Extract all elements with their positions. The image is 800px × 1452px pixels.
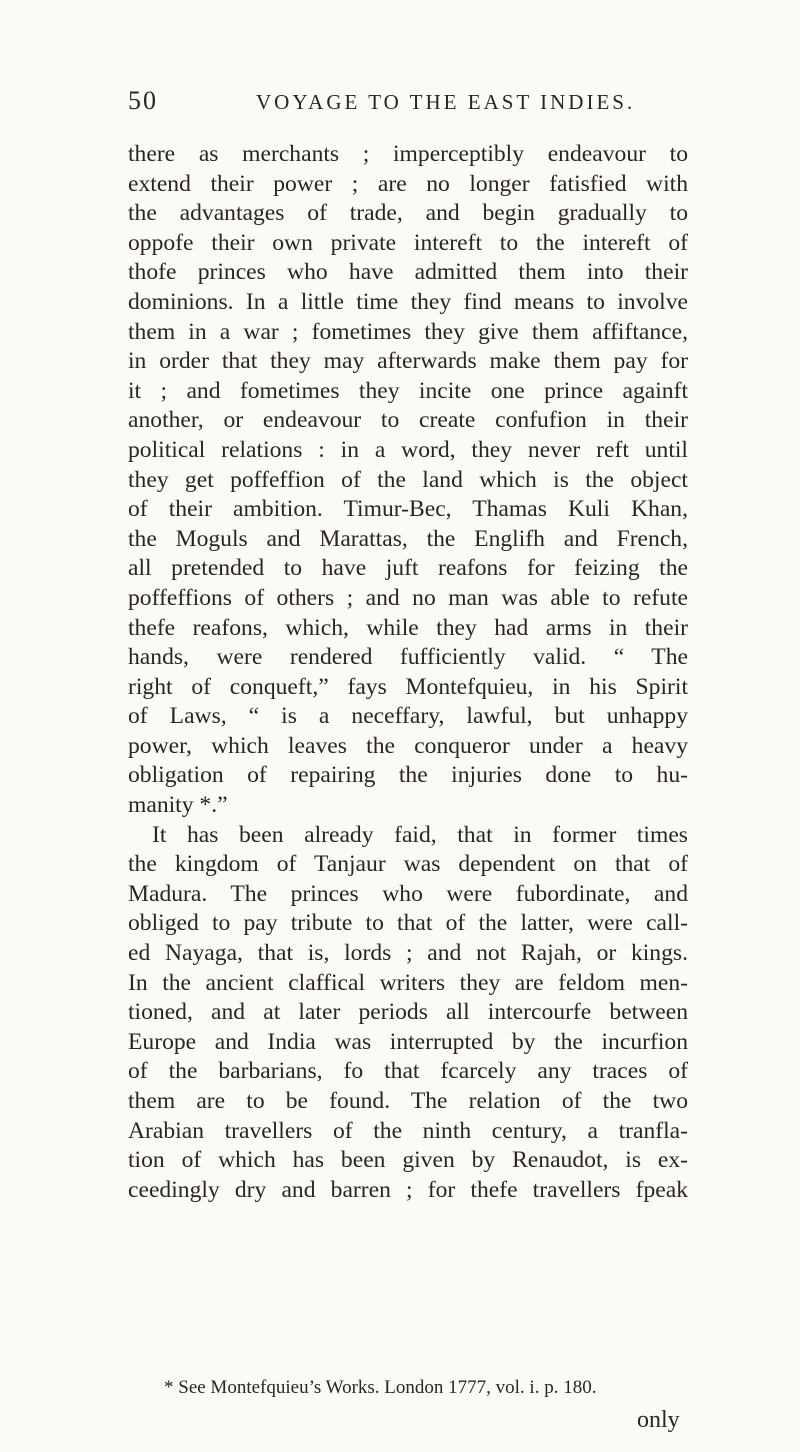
text-line: they get poffeffion of the land which is the object [128,466,688,493]
text-line: it ; and fometimes they incite one prince againft [128,377,688,404]
text-line: manity *.” [128,792,228,819]
text-line: the kingdom of Tanjaur was dependent on that of [128,851,688,878]
text-line: in order that they may afterwards make them pay for [128,348,688,375]
text-line: Arabian travellers of the ninth century, a tranfla- [128,1117,688,1144]
text-line: It has been already faid, that in former times [152,821,688,848]
running-head-title: VOYAGE TO THE EAST INDIES. [256,90,636,114]
text-line: extend their power ; are no longer fatisfied with [128,170,688,197]
text-line: the Moguls and Marattas, the Englifh and French, [128,525,688,552]
text-line: ceedingly dry and barren ; for thefe travellers fpeak [128,1176,688,1203]
text-line: of the barbarians, fo that fcarcely any traces of [128,1058,688,1085]
text-line: ed Nayaga, that is, lords ; and not Rajah, or kings. [128,940,688,967]
text-line: the advantages of trade, and begin gradually to [128,200,688,227]
catchword: only [637,1407,680,1433]
text-line: oppofe their own private intereft to the intereft of [128,229,688,256]
text-line: tioned, and at later periods all intercourfe between [128,999,688,1026]
text-line: thofe princes who have admitted them into their [128,259,688,286]
text-line: power, which leaves the conqueror under a heavy [128,732,688,759]
text-line: there as merchants ; imperceptibly endeavour to [128,141,688,167]
text-line: another, or endeavour to create confufion in their [128,407,688,434]
text-line: of Laws, “ is a neceffary, lawful, but unhappy [128,703,688,730]
text-line: poffeffions of others ; and no man was able to refute [128,584,688,611]
text-line: political relations : in a word, they never reft until [128,436,688,463]
text-line: Europe and India was interrupted by the incurfion [128,1028,688,1055]
page-number: 50 [128,86,158,115]
text-line: obligation of repairing the injuries done to hu- [128,762,688,789]
text-line: In the ancient claffical writers they are feldom men- [128,969,688,996]
text-line: all pretended to have juft reafons for feizing the [128,555,688,582]
text-line: them are to be found. The relation of the two [128,1088,688,1114]
text-line: thefe reafons, which, while they had arms in their [128,614,688,641]
text-line: dominions. In a little time they find means to involve [128,288,688,315]
running-head [128,86,688,122]
body-text [128,140,688,1205]
text-line: tion of which has been given by Renaudot, is ex- [128,1147,688,1174]
footnote-text: * See Montefquieu’s Works. London 1777, vol. i. p. 180. [164,1377,597,1398]
text-line: right of conqueft,” fays Montefquieu, in his Spirit [128,673,688,700]
text-line: hands, were rendered fufficiently valid. “ The [128,644,688,671]
text-line: obliged to pay tribute to that of the latter, were call- [128,910,688,937]
footnote [128,1376,748,1400]
text-line: them in a war ; fometimes they give them affiftance, [128,318,688,345]
text-line: Madura. The princes who were fubordinate, and [128,880,688,907]
text-line: of their ambition. Timur-Bec, Thamas Kuli Khan, [128,496,688,523]
